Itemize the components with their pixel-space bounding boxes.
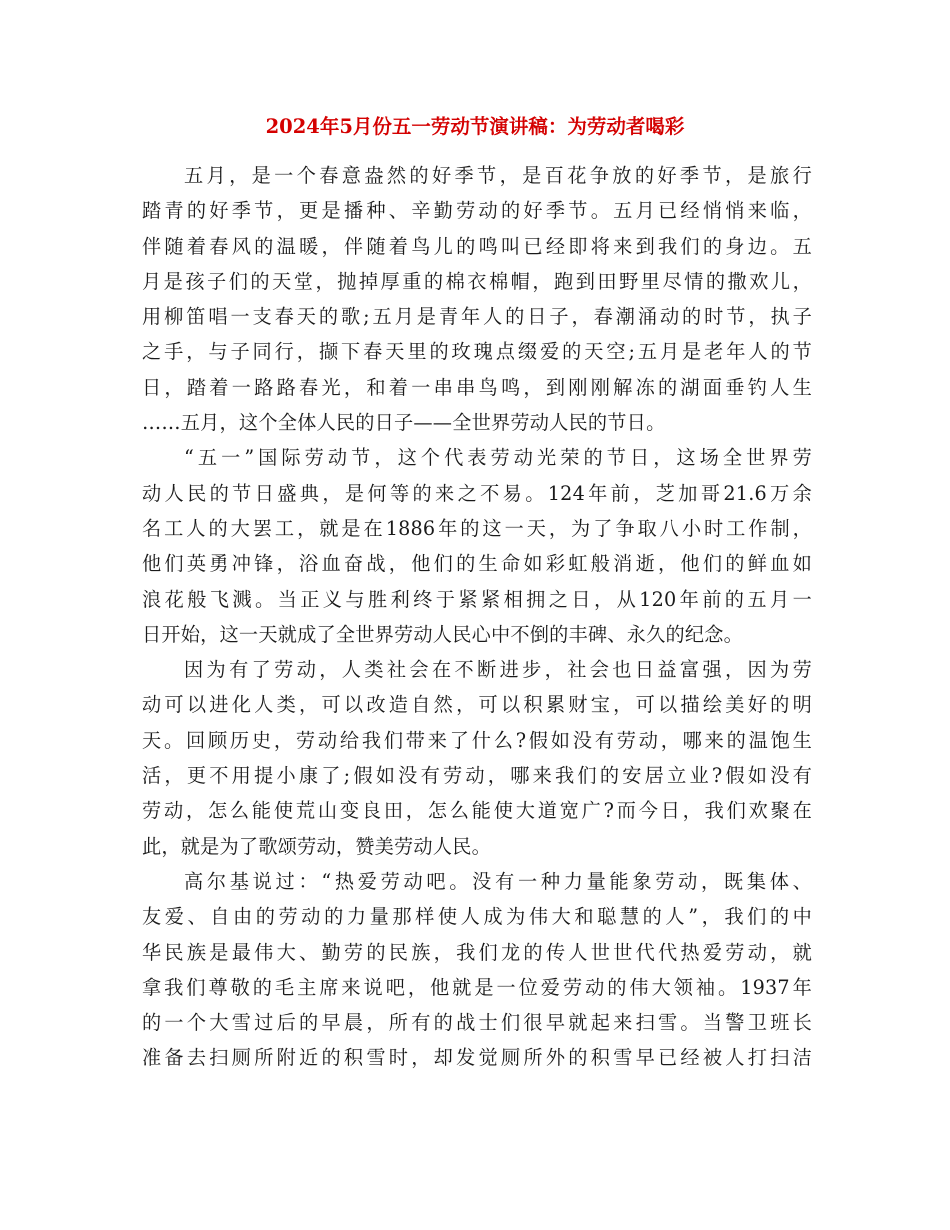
paragraph-2-line: 他们英勇冲锋，浴血奋战，他们的生命如彩虹般消逝，他们的鲜血如 [142,552,812,576]
paragraph-4-line: 友爱、自由的劳动的力量那样使人成为伟大和聪慧的人”，我们的中 [142,905,812,929]
paragraph-4-line: 高尔基说过：“热爱劳动吧。没有一种力量能象劳动，既集体、 [184,869,812,893]
paragraph-1-line: 日，踏着一路路春光，和着一串串鸟鸣，到刚刚解冻的湖面垂钓人生 [142,375,812,399]
document-title: 2024年5月份五一劳动节演讲稿：为劳动者喝彩 [265,115,685,138]
paragraph-3-line: 活，更不用提小康了;假如没有劳动，哪来我们的安居立业?假如没有 [142,764,812,788]
paragraph-4-line: 华民族是最伟大、勤劳的民族，我们龙的传人世世代代热爱劳动，就 [142,940,812,964]
paragraph-4-line: 的一个大雪过后的早晨，所有的战士们很早就起来扫雪。当警卫班长 [142,1011,812,1035]
paragraph-2-line: 浪花般飞溅。当正义与胜利终于紧紧相拥之日，从120年前的五月一 [142,587,812,611]
paragraph-1-line: 踏青的好季节，更是播种、辛勤劳动的好季节。五月已经悄悄来临， [142,199,812,223]
paragraph-4-line: 拿我们尊敬的毛主席来说吧，他就是一位爱劳动的伟大领袖。1937年 [142,975,812,999]
document-body [142,158,812,1076]
paragraph-1-line: 伴随着春风的温暖，伴随着鸟儿的鸣叫已经即将来到我们的身边。五 [142,234,812,258]
paragraph-1-line: ……五月，这个全体人民的日子——全世界劳动人民的节日。 [142,411,666,435]
paragraph-2-line: 日开始，这一天就成了全世界劳动人民心中不倒的丰碑、永久的纪念。 [142,622,744,646]
paragraph-2-line: “五一”国际劳动节，这个代表劳动光荣的节日，这场全世界劳 [184,446,812,470]
paragraph-3-line: 此，就是为了歌颂劳动，赞美劳动人民。 [142,834,491,858]
paragraph-3-line: 动可以进化人类，可以改造自然，可以积累财宝，可以描绘美好的明 [142,693,812,717]
paragraph-1-line: 五月，是一个春意盎然的好季节，是百花争放的好季节，是旅行 [184,164,812,187]
paragraph-2-line: 名工人的大罢工，就是在1886年的这一天，为了争取八小时工作制， [142,516,812,540]
paragraph-3-line: 因为有了劳动，人类社会在不断进步，社会也日益富强，因为劳 [184,658,812,682]
paragraph-3-line: 天。回顾历史，劳动给我们带来了什么?假如没有劳动，哪来的温饱生 [142,728,812,752]
paragraph-1-line: 用柳笛唱一支春天的歌;五月是青年人的日子，春潮涌动的时节，执子 [142,305,812,329]
paragraph-1-line: 之手，与子同行，撷下春天里的玫瑰点缀爱的天空;五月是老年人的节 [142,340,812,364]
paragraph-2-line: 动人民的节日盛典，是何等的来之不易。124年前，芝加哥21.6万余 [142,481,812,505]
paragraph-4-line: 准备去扫厕所附近的积雪时，却发觉厕所外的积雪早已经被人打扫洁 [142,1046,812,1070]
paragraph-3-line: 劳动，怎么能使荒山变良田，怎么能使大道宽广?而今日，我们欢聚在 [142,799,812,823]
paragraph-1-line: 月是孩子们的天堂，抛掉厚重的棉衣棉帽，跑到田野里尽情的撒欢儿， [142,269,812,293]
